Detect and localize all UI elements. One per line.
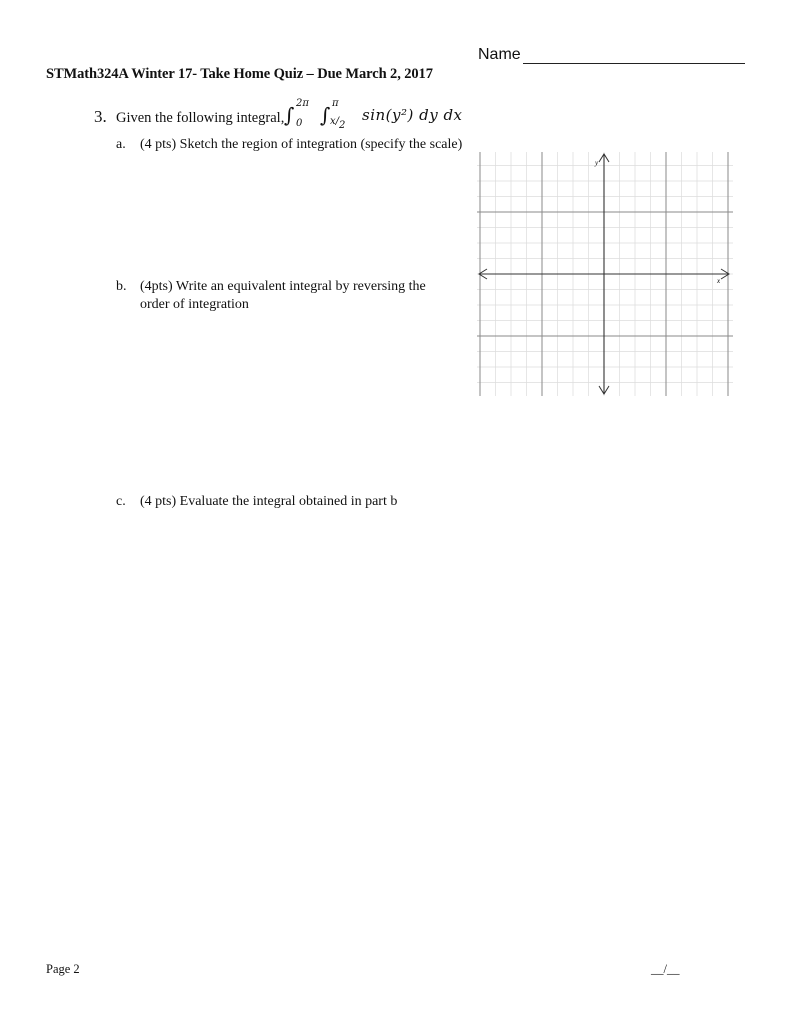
part-c-text: (4 pts) Evaluate the integral obtained in part b <box>140 494 398 509</box>
integral-expression: ∫ 2π 0 ∫ π x/2 sin(y²) dy dx <box>284 98 463 131</box>
outer-upper-limit: 2π <box>296 98 309 109</box>
integrand: sin(y²) dy dx <box>362 106 463 124</box>
question-prompt: Given the following integral, <box>116 110 285 126</box>
name-label: Name <box>478 46 521 63</box>
part-b-letter: b. <box>116 279 127 294</box>
name-input-line[interactable] <box>523 63 745 64</box>
inner-upper-limit: π <box>332 98 339 109</box>
quiz-title: STMath324A Winter 17- Take Home Quiz – Due March 2, 2017 <box>46 66 433 82</box>
coordinate-grid[interactable] <box>477 152 733 396</box>
part-a-text: (4 pts) Sketch the region of integration (specify the scale) <box>140 137 463 152</box>
inner-lower-denominator: 2 <box>339 120 346 131</box>
inner-lower-numerator: x <box>330 116 336 127</box>
part-b-text-line1: (4pts) Write an equivalent integral by reversing the <box>140 279 426 294</box>
y-axis-label: y <box>595 159 599 167</box>
page-number: Page 2 <box>46 962 80 976</box>
inner-lower-limit: x/2 <box>330 116 346 131</box>
x-axis-label: x <box>717 277 721 285</box>
part-a-letter: a. <box>116 137 126 152</box>
part-b-text-line2: order of integration <box>140 297 249 312</box>
question-number: 3. <box>94 107 107 126</box>
outer-lower-limit: 0 <box>296 118 303 129</box>
score-blank: __/__ <box>651 962 680 976</box>
part-c-letter: c. <box>116 494 126 509</box>
